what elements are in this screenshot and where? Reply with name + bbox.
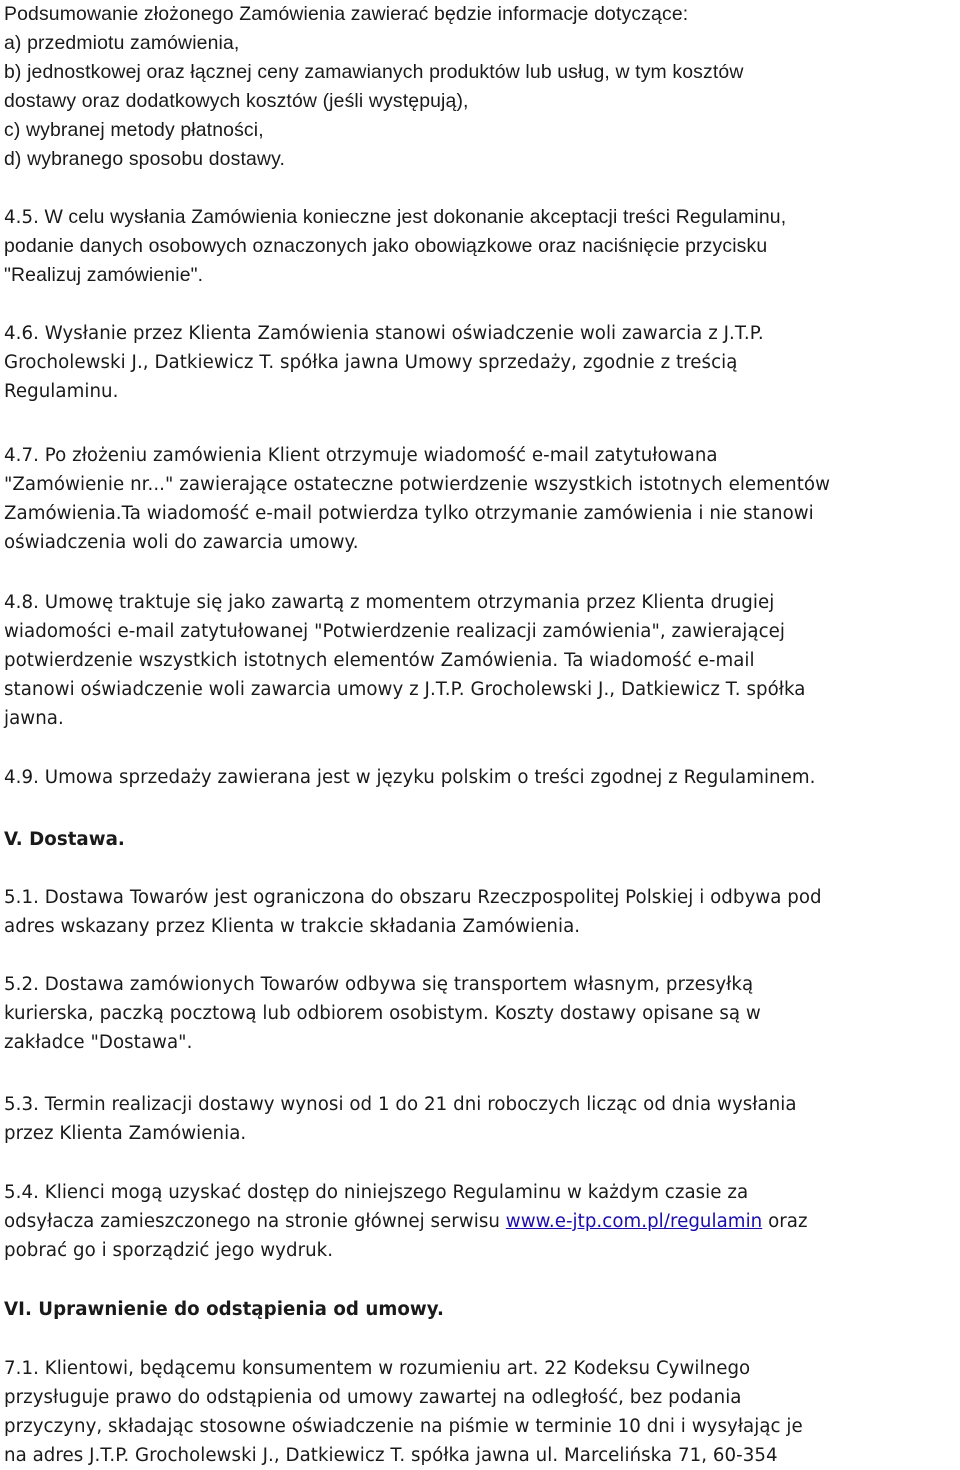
heading-text: VI. Uprawnienie do odstąpienia od umowy.	[4, 1299, 444, 1320]
text-line: przysługuje prawo do odstąpienia od umowy zawartej na odległość, bez podania	[4, 1387, 742, 1408]
text-line: stanowi oświadczenie woli zawarcia umowy z J.T.P. Grocholewski J., Datkiewicz T. spółka	[4, 679, 806, 700]
text-line: wiadomości e-mail zatytułowanej "Potwierdzenie realizacji zamówienia", zawierającej	[4, 621, 785, 642]
section-heading-v	[4, 825, 960, 854]
text-line: zakładce "Dostawa".	[4, 1032, 193, 1053]
section-5-4-paragraph	[4, 1178, 960, 1265]
text-line: pobrać go i sporządzić jego wydruk.	[4, 1240, 334, 1261]
text-line: 4.9. Umowa sprzedaży zawierana jest w języku polskim o treści zgodnej z Regulaminem.	[4, 767, 816, 788]
text-line: dostawy oraz dodatkowych kosztów (jeśli występują),	[4, 90, 469, 112]
text-line: 5.4. Klienci mogą uzyskać dostęp do niniejszego Regulaminu w każdym czasie za	[4, 1182, 749, 1203]
text-line: 4.6. Wysłanie przez Klienta Zamówienia stanowi oświadczenie woli zawarcia z J.T.P.	[4, 323, 764, 344]
text-line: "Zamówienie nr..." zawierające ostateczne potwierdzenie wszystkich istotnych elementów	[4, 474, 831, 495]
section-heading-vi	[4, 1295, 960, 1324]
section-4-9-paragraph	[4, 763, 960, 792]
regulamin-link[interactable]: www.e-jtp.com.pl/regulamin	[505, 1211, 763, 1232]
text-line: Zamówienia.Ta wiadomość e-mail potwierdza tylko otrzymanie zamówienia i nie stanowi	[4, 503, 814, 524]
text-line: adres wskazany przez Klienta w trakcie składania Zamówienia.	[4, 916, 581, 937]
order-summary-paragraph	[4, 0, 960, 174]
heading-text: V. Dostawa.	[4, 829, 125, 850]
text-line: potwierdzenie wszystkich istotnych elementów Zamówienia. Ta wiadomość e-mail	[4, 650, 755, 671]
text-line: na adres J.T.P. Grocholewski J., Datkiewicz T. spółka jawna ul. Marcelińska 71, 60-354	[4, 1445, 778, 1466]
section-5-2-paragraph	[4, 970, 960, 1057]
text-line: b) jednostkowej oraz łącznej ceny zamawianych produktów lub usług, w tym kosztów	[4, 61, 744, 83]
text-line: d) wybranego sposobu dostawy.	[4, 148, 286, 170]
section-5-1-paragraph	[4, 883, 960, 941]
text-line: 4.7. Po złożeniu zamówienia Klient otrzymuje wiadomość e-mail zatytułowana	[4, 445, 718, 466]
text-line: c) wybranej metody płatności,	[4, 119, 264, 141]
text-line: przyczyny, składając stosowne oświadczenie na piśmie w terminie 10 dni i wysyłając je	[4, 1416, 803, 1437]
text-line: 5.1. Dostawa Towarów jest ograniczona do obszaru Rzeczpospolitej Polskiej i odbywa pod	[4, 887, 822, 908]
text-line: 4.8. Umowę traktuje się jako zawartą z momentem otrzymania przez Klienta drugiej	[4, 592, 775, 613]
section-4-7-paragraph	[4, 441, 960, 557]
section-4-5-paragraph	[4, 203, 960, 290]
text-span: W celu wysłania Zamówienia konieczne jest dokonanie akceptacji treści Regulaminu,	[38, 206, 787, 228]
text-line: Grocholewski J., Datkiewicz T. spółka jawna Umowy sprzedaży, zgodnie z treścią	[4, 352, 738, 373]
section-4-8-paragraph	[4, 588, 960, 733]
text-line: Podsumowanie złożonego Zamówienia zawierać będzie informacje dotyczące:	[4, 3, 689, 25]
section-number: 4.5.	[4, 207, 39, 228]
text-line: 7.1. Klientowi, będącemu konsumentem w rozumieniu art. 22 Kodeksu Cywilnego	[4, 1358, 751, 1379]
text-line: 5.2. Dostawa zamówionych Towarów odbywa się transportem własnym, przesyłką	[4, 974, 754, 995]
text-line: oświadczenia woli do zawarcia umowy.	[4, 532, 359, 553]
text-line: podanie danych osobowych oznaczonych jako obowiązkowe oraz naciśnięcie przycisku	[4, 235, 768, 257]
text-span: odsyłacza zamieszczonego na stronie głównej serwisu	[4, 1211, 506, 1232]
section-7-1-paragraph	[4, 1354, 960, 1470]
text-line: "Realizuj zamówienie".	[4, 264, 204, 286]
text-line: 5.3. Termin realizacji dostawy wynosi od 1 do 21 dni roboczych licząc od dnia wysłania	[4, 1094, 797, 1115]
text-line	[4, 1207, 960, 1236]
text-line	[4, 203, 960, 232]
text-span: oraz	[762, 1211, 808, 1232]
section-5-3-paragraph	[4, 1090, 960, 1148]
text-line: przez Klienta Zamówienia.	[4, 1123, 247, 1144]
text-line: Regulaminu.	[4, 381, 119, 402]
text-line: kurierska, paczką pocztową lub odbiorem osobistym. Koszty dostawy opisane są w	[4, 1003, 761, 1024]
section-4-6-paragraph	[4, 319, 960, 406]
text-line: a) przedmiotu zamówienia,	[4, 32, 240, 54]
text-line: jawna.	[4, 708, 64, 729]
